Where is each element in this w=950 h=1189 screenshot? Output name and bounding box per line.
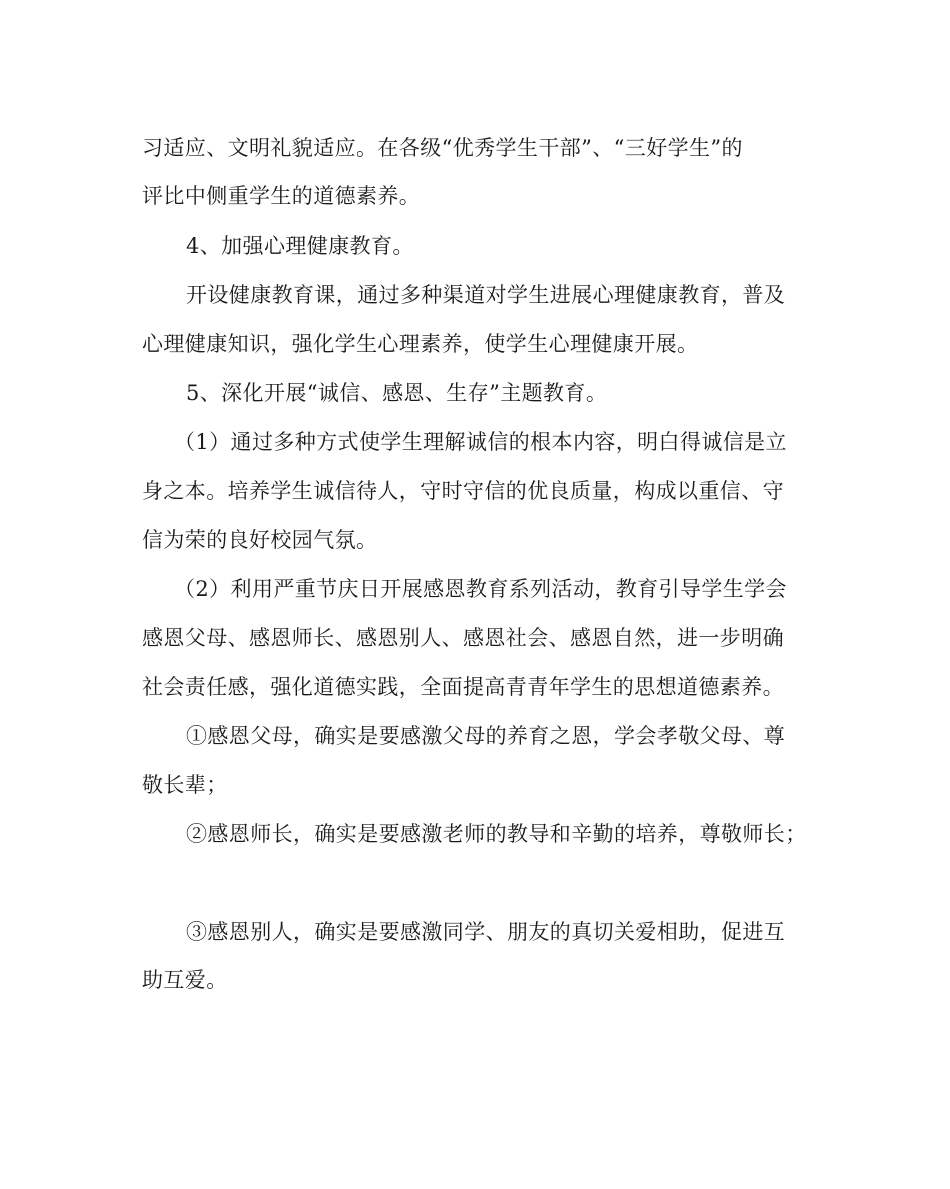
list-item: ③感恩别人，确实是要感激同学、朋友的真切关爱相助，促进互 — [186, 920, 786, 944]
list-item: ①感恩父母，确实是要感激父母的养育之恩，学会孝敬父母、尊 — [186, 724, 786, 748]
paragraph-start: （2）利用严重节庆日开展感恩教育系列活动，教育引导学生学会 — [174, 577, 787, 601]
list-item: ②感恩师长，确实是要感激老师的教导和辛勤的培养，尊敬师长； — [186, 822, 807, 846]
text-line: 信为荣的良好校园气氛。 — [142, 528, 378, 552]
text-line: 心理健康知识，强化学生心理素养，使学生心理健康开展。 — [142, 332, 699, 356]
text-line: 身之本。培养学生诚信待人，守时守信的优良质量，构成以重信、守 — [142, 479, 784, 503]
text-line: 感恩父母、感恩师长、感恩别人、感恩社会、感恩自然，进一步明确 — [142, 626, 784, 650]
text-line: 助互爱。 — [142, 968, 228, 992]
text-line: 评比中侧重学生的道德素养。 — [142, 184, 421, 208]
text-line: 习适应、文明礼貌适应。在各级“优秀学生干部”、“三好学生”的 — [142, 136, 743, 160]
text-line: 社会责任感，强化道德实践，全面提高青青年学生的思想道德素养。 — [142, 675, 784, 699]
paragraph-start: （1）通过多种方式使学生理解诚信的根本内容，明白得诚信是立 — [174, 430, 787, 454]
text-line: 敬长辈； — [142, 773, 228, 797]
list-heading: 5、深化开展“诚信、感恩、生存”主题教育。 — [186, 381, 608, 405]
list-heading: 4、加强心理健康教育。 — [186, 234, 414, 258]
paragraph-start: 开设健康教育课，通过多种渠道对学生进展心理健康教育，普及 — [186, 283, 786, 307]
